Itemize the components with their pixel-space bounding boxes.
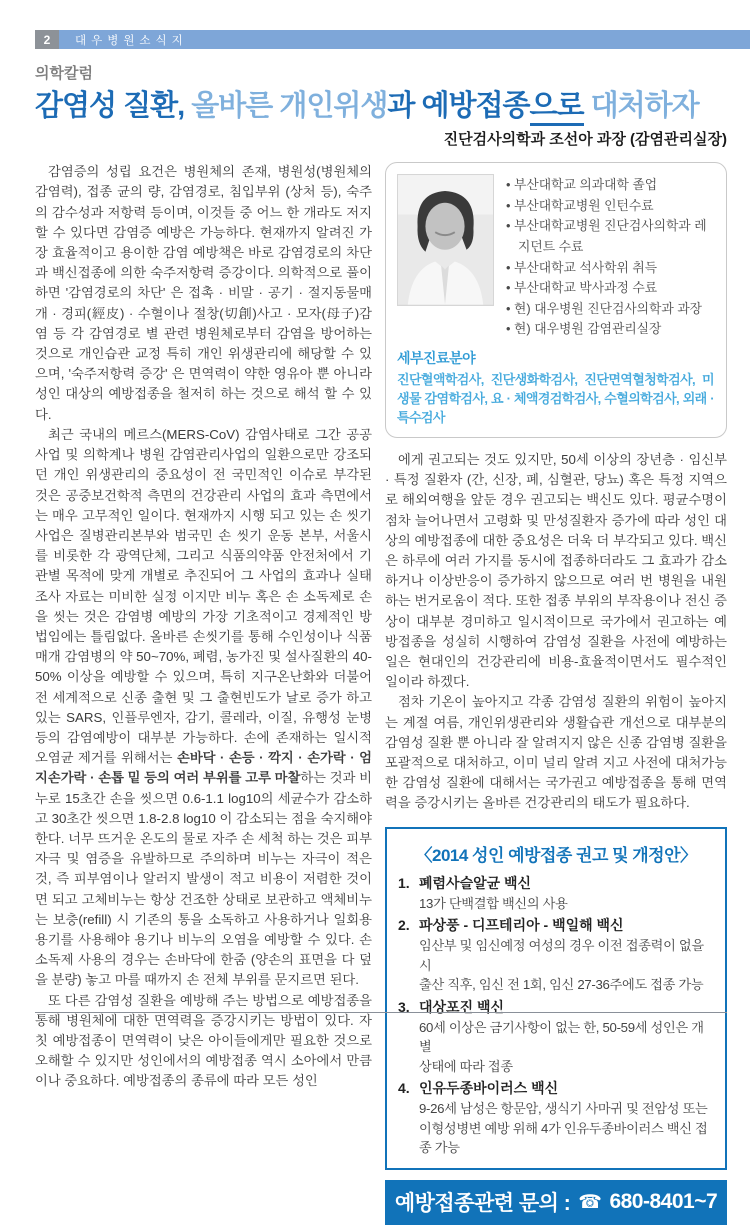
- specialty-heading: 세부진료분야: [397, 350, 476, 366]
- specialty-list: 진단혈액학검사, 진단생화학검사, 진단면역혈청학검사, 미생물 감염학검사, 요 · 체액경검학검사, 수혈의학검사, 외래 · 특수검사: [397, 372, 714, 425]
- column-label: 의학칼럼: [35, 65, 93, 82]
- vaccine-item-number: 3.: [398, 998, 410, 1015]
- vaccine-item: [398, 1078, 714, 1158]
- right-column-text: [385, 450, 727, 814]
- vaccine-box-title: 〈2014 성인 예방접종 권고 및 개정안〉: [415, 845, 697, 865]
- paragraph-text: 하는 것과 비누로 15초간 손을 씻으면 0.6-1.1 log10의 세균수가 감소하고 30초간 씻으면 1.8-2.8 log10 이 감소되는 점을 숙지해야 한다. 너무 뜨거운 온도의 물로 자주 손 세척 하는 것은 피부자극 및 염증을 유발하므로 주의하며 비누는 자극이 적은 것, 즉 피부염이나 알러지 발생이 적고 비용이 저렴한 것이면 되고 고체비누는 항상 건조한 상태로 보관하고 액체비누는 보충(refill) 시 기존의 통을 소독하고 사용하거나 일회용 용기를 사용해야 용기나 비누의 오염을 예방할 수 있다. 손 소독제 사용의 경우는 손바닥에 한줌 (양손의 표면을 다 덮을 분량) 놓고 마를 때까지 손 전체 부위를 문지르면 된다.: [35, 770, 372, 988]
- left-column: [35, 162, 372, 1224]
- page-header-bar: [35, 30, 750, 49]
- vaccine-item-desc: 출산 직후, 임신 전 1회, 임신 27-36주에도 접종 가능: [419, 977, 704, 993]
- contact-label: 예방접종관련 문의 :: [394, 1192, 571, 1216]
- vaccine-item-desc: 상태에 따라 접종: [419, 1058, 513, 1074]
- body-paragraph: 또 다른 감염성 질환을 예방해 주는 방법으로 예방접종을 통해 병원체에 대한 면역력을 증강시키는 방법이 있다. 자칫 예방접종이 면역력이 낮은 아이들에게만 필요한 것으로 오해할 수 있지만 성인에서의 예방접종 역시 소아에서 만큼이나 중요하다. 예방접종의 종류에 따라 모든 성인: [35, 992, 372, 1089]
- vaccine-item-desc: 13가 단백결합 백신의 사용: [419, 895, 568, 911]
- credential-item: • 부산대학교병원 인턴수료: [506, 196, 714, 217]
- vaccine-item: [398, 997, 714, 1077]
- paragraph-bold-text: 손바닥 · 손등 · 깍지 · 손가락 · 엄지손가락 · 손톱 밑 등의 여러 부위를 고루 마찰: [35, 750, 373, 786]
- body-paragraph: [35, 425, 372, 991]
- credential-item: • 부산대학교병원 진단검사의학과 레지던트 수료: [506, 216, 714, 257]
- body-paragraph: 감염증의 성립 요건은 병원체의 존재, 병원성(병원체의 감염력), 접종 균의 량, 감염경로, 침입부위 (상처 등), 숙주의 감수성과 저항력 등이며, 이것들 중 어느 한 개라도 저지할 수 있다면 감염증 예방은 가능하다. 현재까지 알려진 가장 효율적이고 용이한 감염 예방책은 바로 감염경로의 차단과 백신접종에 의한 숙주저항력 증강이다. 의학적으로 풀이 하면 '감염경로의 차단' 은 접촉 · 비말 · 공기 · 절지동물매개 · 경피(經皮) · 수혈이나 절창(切創)사고 · 모자(母子)감염 등 각 감염경로 별 관련 병원체로부터 감염을 방어하는 것으로 개인습관 교정 특히 개인 위생관리에 해당할 수 있으며, '숙주저항력 증강' 은 면역력이 약한 영유아 뿐 아니라 성인 대상의 예방접종을 철저히 하는 것으로 해석 할 수 있다.: [35, 164, 372, 422]
- right-column: [385, 162, 727, 1224]
- vaccine-recommendation-box: [385, 827, 727, 1170]
- byline: 진단검사의학과 조선아 과장 (감염관리실장): [443, 131, 727, 149]
- telephone-icon: ☎: [578, 1191, 602, 1213]
- title-segment: 과 예방접종: [387, 90, 530, 122]
- vaccine-item-desc: 9-26세 남성은 항문암, 생식기 사마귀 및 전암성 또는: [419, 1101, 708, 1117]
- vaccine-item: [398, 873, 714, 914]
- vaccine-item-number: 2.: [398, 917, 410, 934]
- phone-number: 680-8401~7: [609, 1190, 718, 1214]
- title-segment: 올바른 개인위생: [184, 90, 388, 122]
- doctor-photo: [397, 174, 494, 306]
- credentials-list: [506, 174, 714, 340]
- vaccine-item-number: 4.: [398, 1080, 410, 1097]
- vaccine-item: [398, 915, 714, 995]
- doctor-profile-card: [385, 162, 727, 438]
- body-paragraph: 에게 권고되는 것도 있지만, 50세 이상의 장년층 · 임신부 · 특정 질환자 (간, 신장, 폐, 심혈관, 당뇨) 혹은 특정 지역으로 해외여행을 앞둔 경우 권고되는 백신도 있다. 평균수명이 점차 늘어나면서 고령화 및 만성질환자 증가에 따라 성인 대상의 예방접종에 대한 중요성은 더욱 더 부각되고 있다. 백신은 하루에 여러 가지를 동시에 접종하더라도 그 효과가 감소하거나 이상반응이 증가하지 않으므로 여러 번 병원을 내원하는 번거로움이 적다. 또한 접종 부위의 부작용이나 전신 증상이 대부분 경미하고 일시적이므로 국가에서 권고하는 예방접종을 성실히 시행하여 감염성 질환을 사전에 예방하는 일은 현대인의 건강관리에 비용-효율적이면서도 필수적인 일이라 하겠다.: [385, 452, 727, 690]
- vaccine-item-desc: 임산부 및 임신예정 여성의 경우 이전 접종력이 없을 시: [419, 938, 704, 973]
- specialty-section: [397, 348, 714, 427]
- credential-item: • 부산대학교 의과대학 졸업: [506, 175, 714, 196]
- vaccine-item-name: 대상포진 백신: [419, 998, 505, 1015]
- vaccine-item-desc: 이형성병변 예방 위해 4가 인유두종바이러스 백신 접종 가능: [419, 1120, 708, 1156]
- article-body: [35, 162, 727, 1224]
- credential-item: • 현) 대우병원 진단검사의학과 과장: [506, 299, 714, 320]
- credential-item: • 부산대학교 박사과정 수료: [506, 278, 714, 299]
- title-segment: 대처하자: [583, 90, 699, 122]
- vaccine-item-name: 폐렴사슬알균 백신: [419, 874, 532, 891]
- credential-item: • 현) 대우병원 감염관리실장: [506, 319, 714, 340]
- title-segment: 감염성 질환,: [35, 90, 185, 122]
- title-segment-underlined: 으로: [530, 90, 584, 126]
- contact-bar: [385, 1180, 727, 1225]
- article-title: [35, 88, 727, 124]
- footer-rule: [35, 1012, 727, 1013]
- profile-top: [397, 174, 714, 340]
- vaccine-item-number: 1.: [398, 874, 410, 891]
- credential-item: • 부산대학교 석사학위 취득: [506, 258, 714, 279]
- vaccine-item-name: 파상풍 - 디프테리아 - 백일해 백신: [419, 917, 624, 934]
- vaccine-item-desc: 60세 이상은 금기사항이 없는 한, 50-59세 성인은 개별: [419, 1019, 704, 1055]
- paragraph-text: 최근 국내의 메르스(MERS-CoV) 감염사태로 그간 공공사업 및 의학계나 병원 감염관리사업의 일환으로만 강조되던 개인 위생관리의 중요성이 전 국민적인 이슈로 부각된 것은 공중보건학적 측면의 건강관리 사업의 효과 측면에서는 매우 고무적인 일이다. 현재까지 시행 되고 있는 손 씻기 사업은 질병관리본부와 범국민 손 씻기 운동 본부, 서울시를 비롯한 각 광역단체, 그리고 식품의약품 안전처에서 기관별 목적에 맞게 개별로 추진되어 그 사업의 효과나 실태조사 자료는 미비한 실정 이지만 비누 혹은 손 소독제로 손을 씻는 것은 감염병 예방의 가장 기초적이고 경제적인 방법임에는 틀림없다. 올바른 손씻기를 통해 수인성이나 식품매개 감염병의 약 50~70%, 폐렴, 농가진 및 설사질환의 40-50% 이상을 예방할 수 있으며, 특히 지구온난화와 더불어 전 세계적으로 신종 출현 및 그 출현빈도가 날로 증가 하고 있는 SARS, 인플루엔자, 감기, 콜레라, 이질, 유행성 눈병 등의 감염예방이 대부분 가능하다. 손에 존재하는 일시적 오염균 제거를 위해서는: [35, 426, 372, 766]
- vaccine-item-name: 인유두종바이러스 백신: [419, 1080, 559, 1097]
- body-paragraph: 점차 기온이 높아지고 각종 감염성 질환의 위험이 높아지는 계절 여름, 개인위생관리와 생활습관 개선으로 대부분의 감염성 질환 뿐 아니라 잘 알려지지 않은 신종 감염병 질환을 포괄적으로 대처하고, 이미 널리 알려 지고 사전에 대처가능 한 감염성 질환에 대해서는 국가권고 예방접종을 통해 면역력을 증강시키는 올바른 건강관리의 태도가 필요하다.: [385, 694, 727, 811]
- newsletter-title: 대우병원소식지: [59, 30, 750, 49]
- page-number: 2: [35, 30, 59, 49]
